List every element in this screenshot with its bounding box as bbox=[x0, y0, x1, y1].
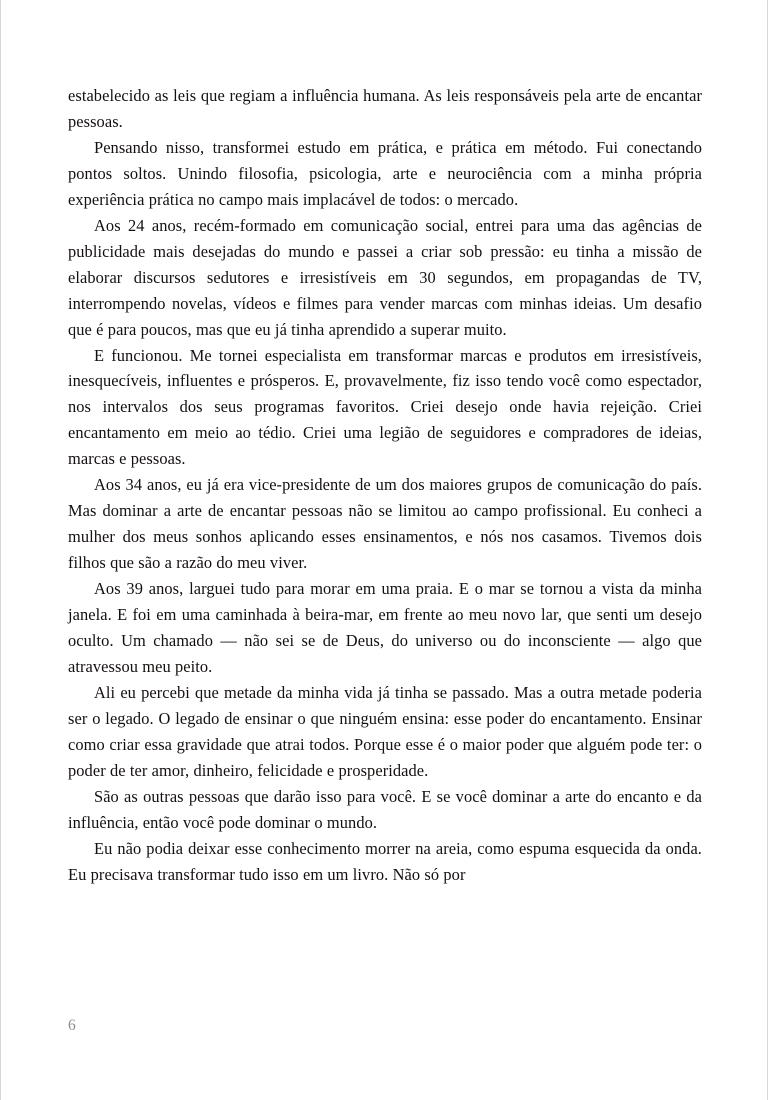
paragraph: Pensando nisso, transformei estudo em prática, e prática em método. Fui conectando pontos soltos. Unindo filosofia, psicologia, arte e neurociência com a minha própria experiência prática no campo mais implacável de todos: o mercado. bbox=[68, 137, 702, 209]
page-number: 6 bbox=[68, 1017, 76, 1034]
paragraph: Aos 34 anos, eu já era vice-presidente de um dos maiores grupos de comunicação do país. Mas dominar a arte de encantar pessoas não se limitou ao campo profissional. Eu conheci a mulher dos meus sonhos aplicando esses ensinamentos, e nós nos casamos. Tivemos dois filhos que são a razão do meu viver. bbox=[68, 475, 702, 573]
paragraph: E funcionou. Me tornei especialista em transformar marcas e produtos em irresistíveis, inesquecíveis, influentes e prósperos. E, provavelmente, fiz isso tendo você como espectador, nos intervalos dos seus programas favoritos. Criei desejo onde havia rejeição. Criei encantamento em meio ao tédio. Criei uma legião de seguidores e compradores de ideias, marcas e pessoas. bbox=[68, 345, 702, 469]
paragraph: Aos 39 anos, larguei tudo para morar em uma praia. E o mar se tornou a vista da minha janela. E foi em uma caminhada à beira-mar, em frente ao meu novo lar, que senti um desejo oculto. Um chamado — não sei se de Deus, do universo ou do inconsciente — algo que atravessou meu peito. bbox=[68, 579, 702, 676]
page-text-block bbox=[68, 83, 702, 888]
paragraph: São as outras pessoas que darão isso para você. E se você dominar a arte do encanto e da influência, então você pode dominar o mundo. bbox=[68, 786, 702, 832]
paragraph-continuation: estabelecido as leis que regiam a influência humana. As leis responsáveis pela arte de encantar pessoas. bbox=[68, 86, 702, 131]
paragraph: Ali eu percebi que metade da minha vida já tinha se passado. Mas a outra metade poderia ser o legado. O legado de ensinar o que ninguém ensina: esse poder do encantamento. Ensinar como criar essa gravidade que atrai todos. Porque esse é o maior poder que alguém pode ter: o poder de ter amor, dinheiro, felicidade e prosperidade. bbox=[68, 682, 702, 780]
paragraph: Eu não podia deixar esse conhecimento morrer na areia, como espuma esquecida da onda. Eu precisava transformar tudo isso em um livro. Não só por bbox=[68, 838, 702, 884]
paragraph: Aos 24 anos, recém-formado em comunicação social, entrei para uma das agências de publicidade mais desejadas do mundo e passei a criar sob pressão: eu tinha a missão de elaborar discursos sedutores e irresistíveis em 30 segundos, em propagandas de TV, interrompendo novelas, vídeos e filmes para vender marcas com minhas ideias. Um desafio que é para poucos, mas que eu já tinha aprendido a superar muito. bbox=[68, 215, 702, 339]
